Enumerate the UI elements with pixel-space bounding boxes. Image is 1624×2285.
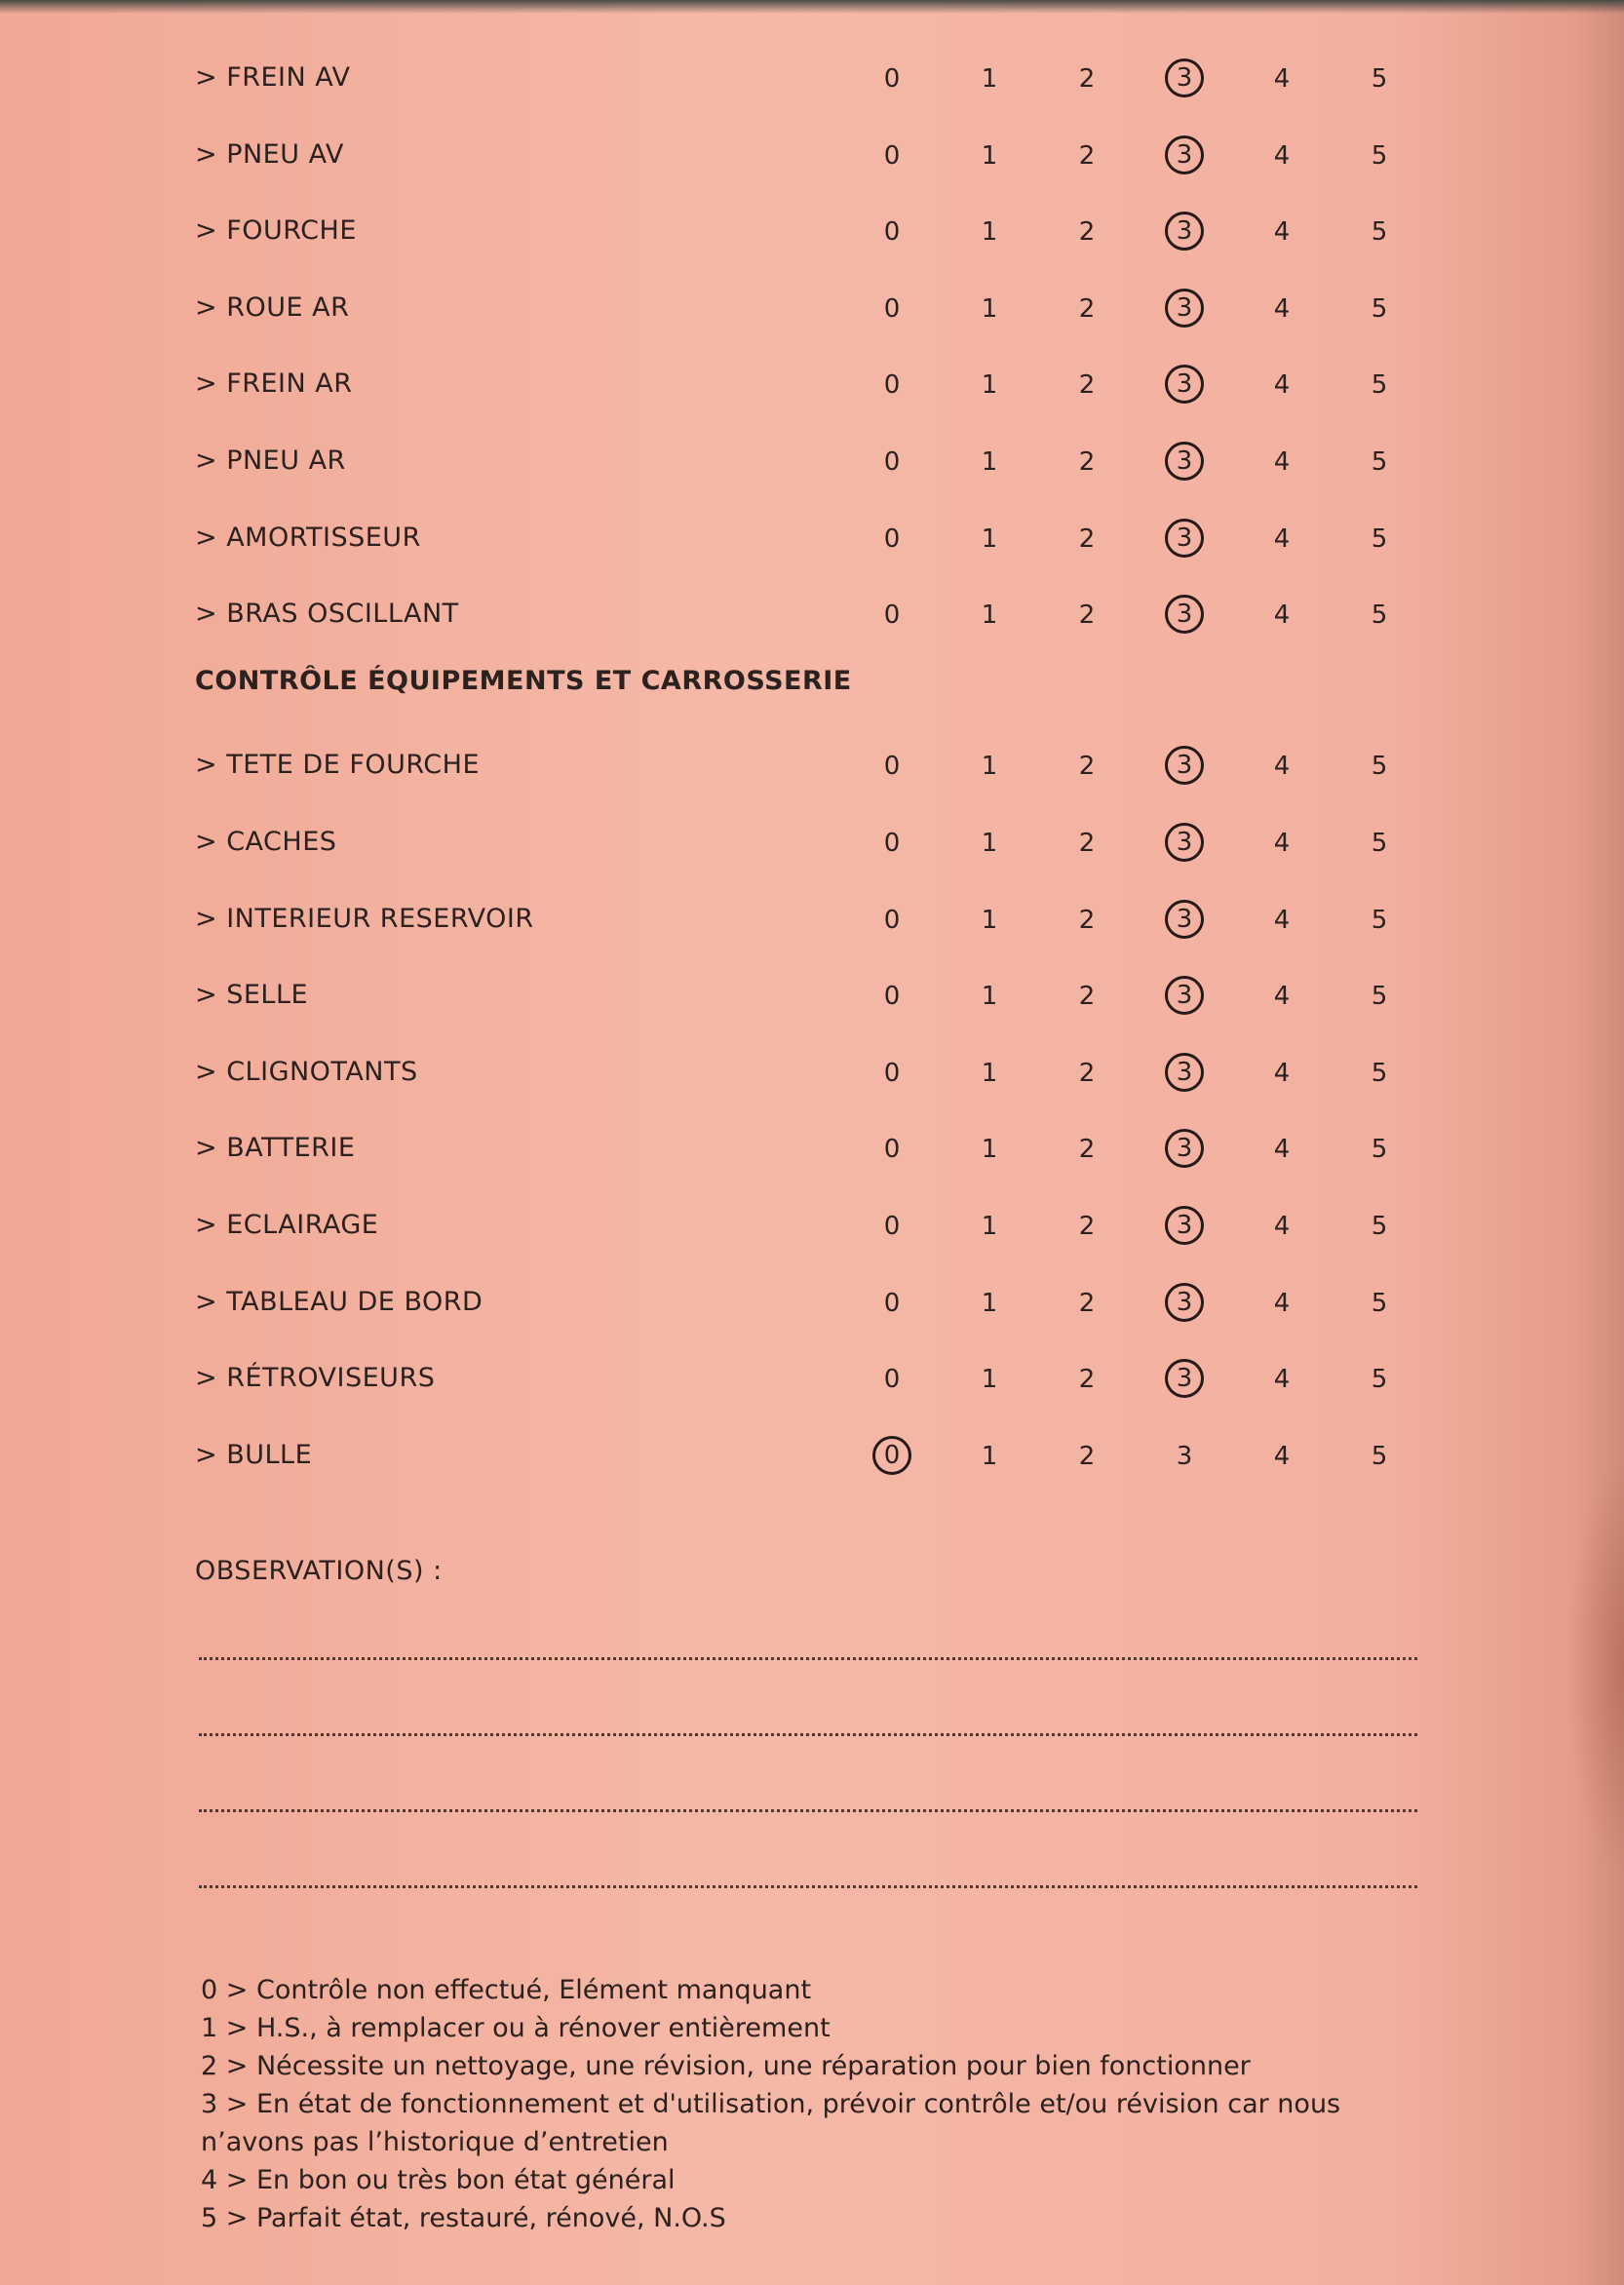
score-option[interactable]: 4 bbox=[1273, 370, 1291, 401]
legend-line-1: 1 > H.S., à remplacer ou à rénover entièrement bbox=[201, 2013, 831, 2043]
score-option[interactable]: 0 bbox=[883, 523, 901, 554]
score-option-selected[interactable]: 3 bbox=[1165, 900, 1204, 939]
score-option[interactable]: 5 bbox=[1371, 829, 1388, 858]
score-option[interactable]: 4 bbox=[1273, 64, 1291, 94]
score-option[interactable]: 2 bbox=[1078, 1058, 1096, 1088]
score-option[interactable]: 0 bbox=[883, 370, 901, 401]
score-option[interactable]: 5 bbox=[1371, 217, 1388, 248]
legend-line-2: 2 > Nécessite un nettoyage, une révision, une réparation pour bien fonctionner bbox=[201, 2051, 1251, 2081]
score-option[interactable]: 4 bbox=[1273, 829, 1291, 858]
score-option[interactable]: 1 bbox=[981, 1212, 998, 1241]
observation-line[interactable] bbox=[199, 1657, 1417, 1660]
score-option[interactable]: 5 bbox=[1371, 1135, 1388, 1165]
score-option[interactable]: 2 bbox=[1078, 293, 1096, 324]
row-label: > CACHES bbox=[195, 827, 337, 857]
score-option[interactable]: 4 bbox=[1273, 1212, 1291, 1241]
score-option[interactable]: 4 bbox=[1273, 140, 1291, 171]
score-option[interactable]: 4 bbox=[1273, 600, 1291, 631]
score-option[interactable]: 4 bbox=[1273, 1365, 1291, 1395]
score-option[interactable]: 1 bbox=[981, 293, 998, 324]
row-label: > TABLEAU DE BORD bbox=[195, 1286, 483, 1317]
row-label: > FREIN AR bbox=[195, 368, 353, 400]
row-label: > PNEU AR bbox=[195, 445, 346, 476]
score-option[interactable]: 2 bbox=[1078, 140, 1096, 171]
score-option[interactable]: 1 bbox=[981, 600, 998, 631]
score-option[interactable]: 0 bbox=[883, 829, 901, 858]
checklist-row bbox=[195, 1436, 1423, 1494]
observation-line[interactable] bbox=[199, 1885, 1417, 1888]
score-option[interactable]: 2 bbox=[1078, 217, 1096, 248]
row-label: > BATTERIE bbox=[195, 1133, 356, 1164]
section-title: CONTRÔLE ÉQUIPEMENTS ET CARROSSERIE bbox=[195, 665, 852, 696]
score-option[interactable]: 5 bbox=[1371, 523, 1388, 554]
score-option[interactable]: 5 bbox=[1371, 1058, 1388, 1088]
checklist-row bbox=[195, 58, 1423, 117]
score-option[interactable]: 0 bbox=[883, 1058, 901, 1088]
score-option[interactable]: 0 bbox=[883, 217, 901, 248]
score-option-selected[interactable]: 3 bbox=[1165, 1129, 1204, 1168]
score-option[interactable]: 5 bbox=[1371, 982, 1388, 1012]
score-option[interactable]: 3 bbox=[1176, 1441, 1193, 1471]
score-option[interactable]: 0 bbox=[883, 752, 901, 782]
score-option[interactable]: 0 bbox=[883, 905, 901, 935]
score-option-selected[interactable]: 3 bbox=[1165, 212, 1204, 251]
score-option-selected[interactable]: 3 bbox=[1165, 58, 1204, 97]
score-option[interactable]: 1 bbox=[981, 64, 998, 94]
score-option[interactable]: 5 bbox=[1371, 600, 1388, 631]
score-option[interactable]: 5 bbox=[1371, 1212, 1388, 1241]
score-option[interactable]: 5 bbox=[1371, 140, 1388, 171]
score-option[interactable]: 2 bbox=[1078, 829, 1096, 858]
row-label: > TETE DE FOURCHE bbox=[195, 750, 480, 781]
score-option[interactable]: 2 bbox=[1078, 370, 1096, 401]
checklist-row bbox=[195, 900, 1423, 958]
score-option[interactable]: 4 bbox=[1273, 217, 1291, 248]
score-option-selected[interactable]: 3 bbox=[1165, 442, 1204, 481]
score-option[interactable]: 2 bbox=[1078, 600, 1096, 631]
row-label: > RÉTROVISEURS bbox=[195, 1363, 436, 1394]
score-option[interactable]: 5 bbox=[1371, 1365, 1388, 1395]
score-option[interactable]: 4 bbox=[1273, 1135, 1291, 1165]
score-option[interactable]: 0 bbox=[883, 64, 901, 94]
score-option[interactable]: 1 bbox=[981, 1365, 998, 1395]
score-option[interactable]: 2 bbox=[1078, 982, 1096, 1012]
score-option-selected[interactable]: 3 bbox=[1165, 595, 1204, 634]
score-option-selected[interactable]: 3 bbox=[1165, 1359, 1204, 1398]
score-option[interactable]: 1 bbox=[981, 523, 998, 554]
score-option[interactable]: 4 bbox=[1273, 1058, 1291, 1088]
row-label: > AMORTISSEUR bbox=[195, 522, 421, 553]
score-option[interactable]: 4 bbox=[1273, 447, 1291, 477]
checklist-row bbox=[195, 1206, 1423, 1264]
row-label: > ECLAIRAGE bbox=[195, 1210, 379, 1240]
score-option[interactable]: 0 bbox=[883, 1288, 901, 1318]
score-option[interactable]: 4 bbox=[1273, 1441, 1291, 1471]
score-option[interactable]: 4 bbox=[1273, 523, 1291, 554]
checklist-row bbox=[195, 136, 1423, 194]
score-option[interactable]: 1 bbox=[981, 982, 998, 1012]
score-option[interactable]: 0 bbox=[883, 447, 901, 477]
checklist-row bbox=[195, 746, 1423, 804]
score-option[interactable]: 1 bbox=[981, 140, 998, 171]
score-option-selected[interactable]: 3 bbox=[1165, 746, 1204, 785]
score-option[interactable]: 4 bbox=[1273, 1288, 1291, 1318]
checklist-row bbox=[195, 1283, 1423, 1341]
score-option[interactable]: 1 bbox=[981, 1288, 998, 1318]
score-option[interactable]: 0 bbox=[883, 140, 901, 171]
checklist-row bbox=[195, 519, 1423, 577]
score-option[interactable]: 2 bbox=[1078, 1441, 1096, 1471]
legend-line-0: 0 > Contrôle non effectué, Elément manquant bbox=[201, 1975, 812, 2005]
score-option-selected[interactable]: 3 bbox=[1165, 289, 1204, 328]
row-label: > INTERIEUR RESERVOIR bbox=[195, 903, 534, 934]
score-option[interactable]: 1 bbox=[981, 829, 998, 858]
row-label: > BRAS OSCILLANT bbox=[195, 599, 459, 630]
score-option[interactable]: 0 bbox=[883, 293, 901, 324]
observations-title: OBSERVATION(S) : bbox=[195, 1556, 443, 1586]
score-option[interactable]: 0 bbox=[883, 1135, 901, 1165]
score-option[interactable]: 0 bbox=[883, 600, 901, 631]
score-option-selected[interactable]: 3 bbox=[1165, 136, 1204, 174]
score-option[interactable]: 1 bbox=[981, 752, 998, 782]
score-option[interactable]: 2 bbox=[1078, 752, 1096, 782]
score-option[interactable]: 5 bbox=[1371, 370, 1388, 401]
score-option-selected[interactable]: 3 bbox=[1165, 823, 1204, 862]
legend-line-5: 5 > Parfait état, restauré, rénové, N.O.S bbox=[201, 2203, 726, 2233]
observation-line[interactable] bbox=[199, 1733, 1417, 1736]
checklist-row bbox=[195, 212, 1423, 270]
score-option-selected[interactable]: 3 bbox=[1165, 1053, 1204, 1092]
score-option-selected[interactable]: 3 bbox=[1165, 976, 1204, 1015]
checklist-row bbox=[195, 976, 1423, 1034]
score-option[interactable]: 2 bbox=[1078, 905, 1096, 935]
score-option-selected[interactable]: 0 bbox=[872, 1436, 911, 1475]
rating-legend bbox=[201, 1971, 1429, 2237]
checklist-row bbox=[195, 823, 1423, 881]
score-option[interactable]: 4 bbox=[1273, 982, 1291, 1012]
score-option[interactable]: 1 bbox=[981, 370, 998, 401]
score-option[interactable]: 1 bbox=[981, 1135, 998, 1165]
score-option[interactable]: 2 bbox=[1078, 1288, 1096, 1318]
score-option[interactable]: 4 bbox=[1273, 293, 1291, 324]
checklist-row bbox=[195, 442, 1423, 500]
legend-line-3: 3 > En état de fonctionnement et d'utilisation, prévoir contrôle et/ou révision car nous bbox=[201, 2089, 1341, 2119]
score-option[interactable]: 0 bbox=[883, 1365, 901, 1395]
checklist-row bbox=[195, 1053, 1423, 1111]
legend-line-3-cont: n’avons pas l’historique d’entretien bbox=[201, 2127, 669, 2157]
score-option-selected[interactable]: 3 bbox=[1165, 1206, 1204, 1245]
score-option[interactable]: 2 bbox=[1078, 1135, 1096, 1165]
score-option[interactable]: 5 bbox=[1371, 447, 1388, 477]
score-option-selected[interactable]: 3 bbox=[1165, 1283, 1204, 1322]
checklist-row bbox=[195, 1129, 1423, 1187]
score-option[interactable]: 5 bbox=[1371, 293, 1388, 324]
score-option[interactable]: 2 bbox=[1078, 1365, 1096, 1395]
score-option[interactable]: 4 bbox=[1273, 752, 1291, 782]
score-option[interactable]: 2 bbox=[1078, 64, 1096, 94]
row-label: > ROUE AR bbox=[195, 291, 350, 323]
checklist-row bbox=[195, 595, 1423, 653]
score-option[interactable]: 5 bbox=[1371, 1288, 1388, 1318]
row-label: > BULLE bbox=[195, 1439, 313, 1470]
checklist-row bbox=[195, 365, 1423, 423]
score-option[interactable]: 0 bbox=[883, 1212, 901, 1241]
score-option[interactable]: 2 bbox=[1078, 1212, 1096, 1241]
row-label: > CLIGNOTANTS bbox=[195, 1056, 418, 1087]
score-option[interactable]: 0 bbox=[883, 982, 901, 1012]
row-label: > FREIN AV bbox=[195, 62, 351, 93]
score-option[interactable]: 5 bbox=[1371, 64, 1388, 94]
legend-line-4: 4 > En bon ou très bon état général bbox=[201, 2165, 676, 2195]
score-option[interactable]: 5 bbox=[1371, 752, 1388, 782]
checklist-row bbox=[195, 1359, 1423, 1417]
score-option[interactable]: 5 bbox=[1371, 1441, 1388, 1471]
score-option[interactable]: 4 bbox=[1273, 905, 1291, 935]
score-option[interactable]: 1 bbox=[981, 447, 998, 477]
row-label: > SELLE bbox=[195, 980, 309, 1011]
checklist-row bbox=[195, 289, 1423, 347]
score-option-selected[interactable]: 3 bbox=[1165, 365, 1204, 404]
score-option[interactable]: 1 bbox=[981, 1441, 998, 1471]
score-option[interactable]: 1 bbox=[981, 217, 998, 248]
row-label: > FOURCHE bbox=[195, 215, 357, 247]
score-option[interactable]: 1 bbox=[981, 1058, 998, 1088]
score-option[interactable]: 1 bbox=[981, 905, 998, 935]
score-option[interactable]: 5 bbox=[1371, 905, 1388, 935]
row-label: > PNEU AV bbox=[195, 138, 344, 170]
score-option[interactable]: 2 bbox=[1078, 523, 1096, 554]
score-option-selected[interactable]: 3 bbox=[1165, 519, 1204, 558]
observation-line[interactable] bbox=[199, 1809, 1417, 1812]
score-option[interactable]: 2 bbox=[1078, 447, 1096, 477]
